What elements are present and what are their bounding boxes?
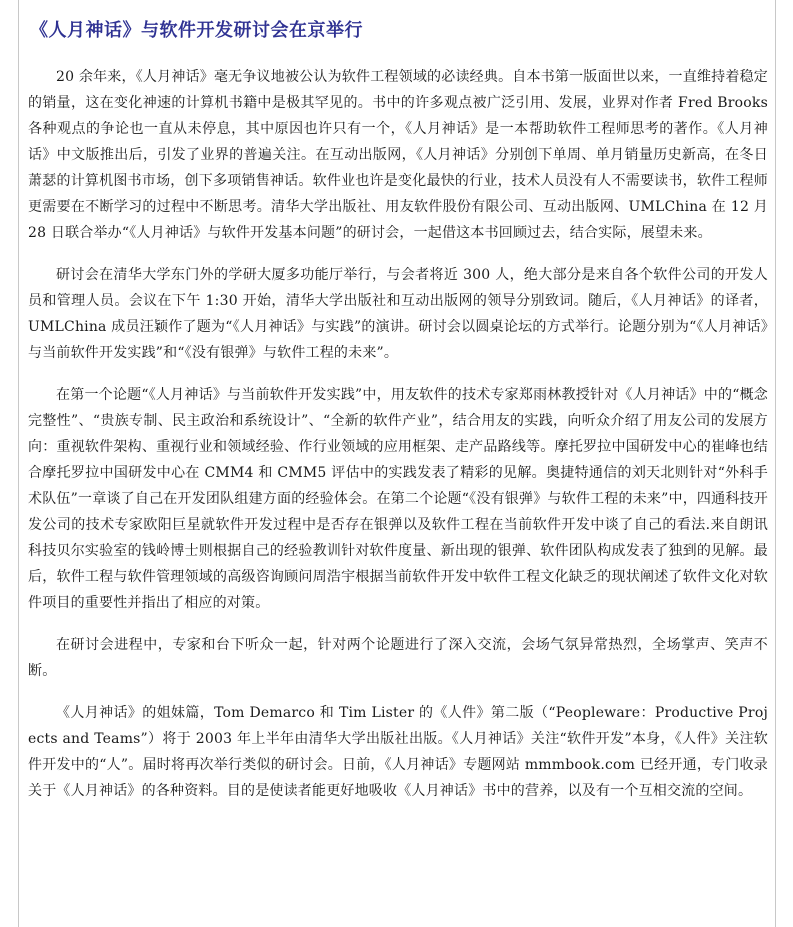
paragraph-atmosphere: 在研讨会进程中，专家和台下听众一起，针对两个论题进行了深入交流，会场气氛异常热烈，全场掌声、笑声不断。: [28, 637, 768, 679]
paragraph-venue: 研讨会在清华大学东门外的学研大厦多功能厅举行，与会者将近 300 人，绝大部分是来自各个软件公司的开发人员和管理人员。会议在下午 1:30 开始，清华大学出版社和互动出版网的领导分别致词。随后，《人月神话》的译者，UMLChina 成员汪颖作了题为“《人月神话》与实践”的演讲。研讨会以圆桌论坛的方式举行。论题分别为“《人月神话》与当前软件开发实践”和“《没有银弹》与软件工程的未来”。: [28, 267, 768, 361]
right-border-line: [775, 0, 776, 927]
paragraph-topics: 在第一个论题“《人月神话》与当前软件开发实践”中，用友软件的技术专家郑雨林教授针对《人月神话》中的“概念完整性”、“贵族专制、民主政治和系统设计”、“全新的软件产业”，结合用友的实践，向听众介绍了用友公司的发展方向：重视软件架构、重视行业和领域经验、作行业领域的应用框架、走产品路线等。摩托罗拉中国研发中心的崔峰也结合摩托罗拉中国研发中心在 CMM4 和 CMM5 评估中的实践发表了精彩的见解。奥捷特通信的刘天北则针对“外科手术队伍”一章谈了自己在开发团队组建方面的经验体会。在第二个论题“《没有银弹》与软件工程的未来”中，四通科技开发公司的技术专家欧阳巨星就软件开发过程中是否存在银弹以及软件工程在当前软件开发中谈了自己的看法.来自朗讯科技贝尔实验室的钱岭博士则根据自己的经验教训针对软件度量、新出现的银弹、软件团队构成发表了独到的见解。最后，软件工程与软件管理领域的高级咨询顾问周浩宇根据当前软件开发中软件工程文化缺乏的现状阐述了软件文化对软件项目的重要性并指出了相应的对策。: [28, 387, 768, 611]
left-border-line: [18, 0, 19, 927]
article-body: [28, 64, 768, 820]
article-title: 《人月神话》与软件开发研讨会在京举行: [30, 20, 363, 41]
paragraph-peopleware: 《人月神话》的姐妹篇，Tom Demarco 和 Tim Lister 的《人件》第二版（“Peopleware：Productive Projects and Teams”）将于 2003 年上半年由清华大学出版社出版。《人月神话》关注“软件开发”本身，《人件》关注软件开发中的“人”。届时将再次举行类似的研讨会。日前，《人月神话》专题网站 mmmbook.com 已经开通，专门收录关于《人月神话》的各种资料。目的是使读者能更好地吸收《人月神话》书中的营养，以及有一个互相交流的空间。: [28, 705, 768, 799]
paragraph-intro: 20 余年来，《人月神话》毫无争议地被公认为软件工程领域的必读经典。自本书第一版面世以来，一直维持着稳定的销量，这在变化神速的计算机书籍中是极其罕见的。书中的许多观点被广泛引用、发展，业界对作者 Fred Brooks 各种观点的争论也一直从未停息，其中原因也许只有一个，《人月神话》是一本帮助软件工程师思考的著作。《人月神话》中文版推出后，引发了业界的普遍关注。在互动出版网，《人月神话》分别创下单周、单月销量历史新高，在冬日萧瑟的计算机图书市场，创下多项销售神话。软件业也许是变化最快的行业，技术人员没有人不需要读书，软件工程师更需要在不断学习的过程中不断思考。清华大学出版社、用友软件股份有限公司、互动出版网、UMLChina 在 12 月 28 日联合举办“《人月神话》与软件开发基本问题”的研讨会，一起借这本书回顾过去，结合实际，展望未来。: [28, 69, 768, 241]
